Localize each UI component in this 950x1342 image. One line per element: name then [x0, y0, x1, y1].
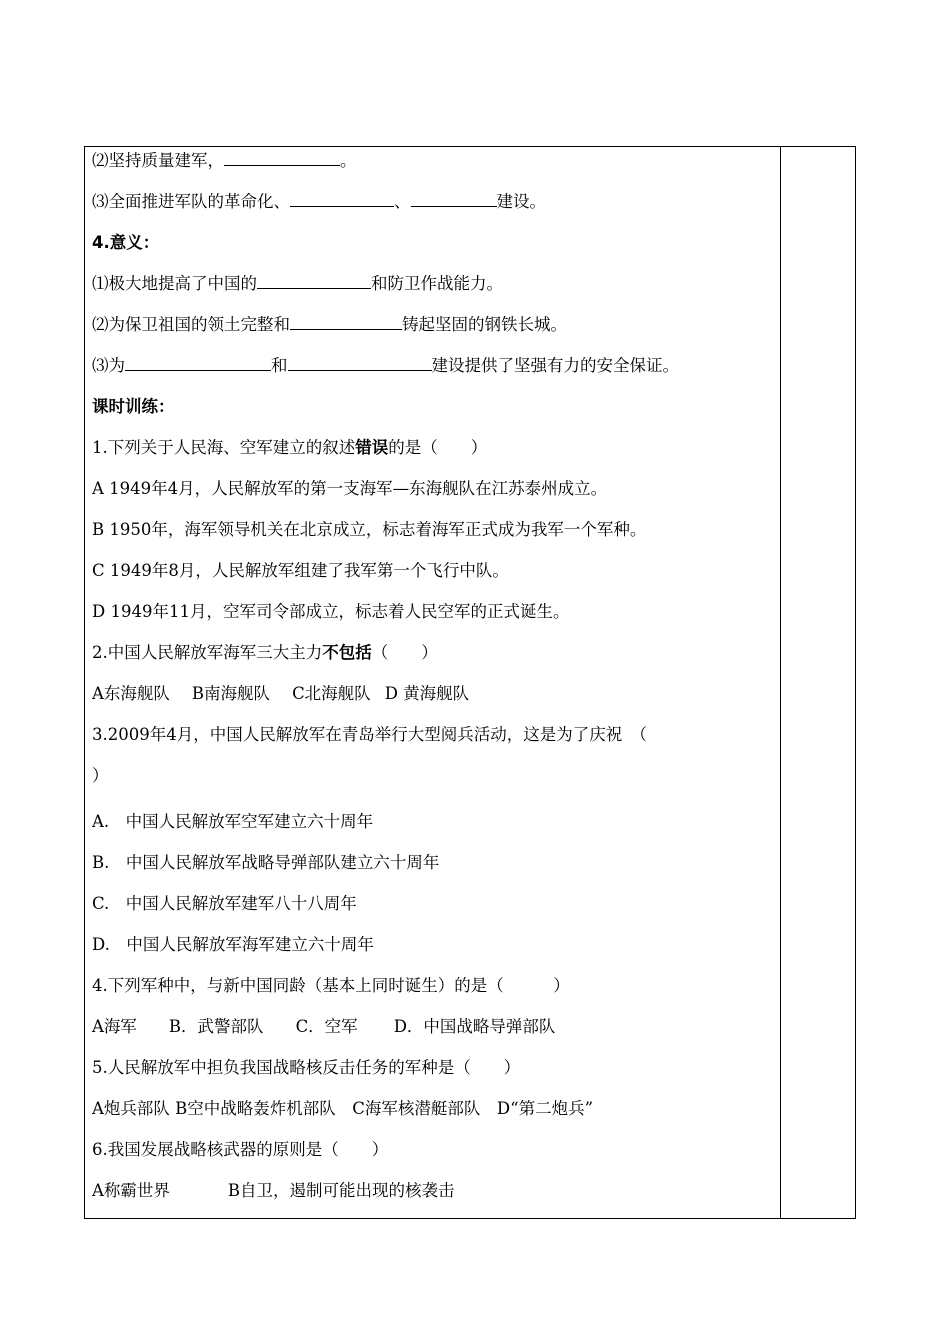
q5-options: A炮兵部队 B空中战略轰炸机部队 C海军核潜艇部队 D“第二炮兵” [92, 1099, 594, 1118]
text: （ ） [371, 643, 438, 662]
q4-option-b: B．武警部队 [168, 1017, 264, 1036]
section-heading-significance: 4.意义： [92, 233, 160, 252]
point-2-quality [92, 149, 357, 173]
text: ⑵为保卫祖国的领土完整和 [92, 315, 290, 334]
q1-option-b: B 1950年，海军领导机关在北京成立，标志着海军正式成为我军一个军种。 [92, 520, 647, 539]
text: 、 [394, 192, 411, 211]
q2-option-c: C北海舰队 [292, 684, 371, 703]
significance-2 [92, 313, 567, 337]
emphasis: 错误 [355, 438, 389, 457]
question-1 [92, 436, 487, 460]
text: 铸起坚固的钢铁长城。 [402, 315, 567, 334]
text: 的是（ ） [388, 438, 488, 457]
text: ⑴极大地提高了中国的 [92, 274, 257, 293]
significance-3 [92, 354, 679, 378]
fill-blank[interactable] [290, 313, 402, 330]
q4-options [92, 1015, 555, 1039]
text: 建设。 [496, 192, 546, 211]
text: 。 [340, 151, 357, 170]
q4-option-c: C．空军 [295, 1017, 358, 1036]
text: 建设提供了坚强有力的安全保证。 [431, 356, 679, 375]
column-divider [780, 146, 781, 1219]
q4-option-a: A海军 [92, 1017, 137, 1036]
q1-option-d: D 1949年11月，空军司令部成立，标志着人民空军的正式诞生。 [92, 602, 570, 621]
fill-blank[interactable] [125, 354, 271, 371]
significance-1 [92, 272, 503, 296]
question-6: 6.我国发展战略核武器的原则是（ ） [92, 1140, 389, 1159]
q2-option-d: D 黄海舰队 [384, 684, 470, 703]
emphasis: 不包括 [322, 643, 372, 662]
text: ⑵坚持质量建军， [92, 151, 224, 170]
text: 和 [271, 356, 288, 375]
q2-options [92, 682, 469, 706]
section-heading-exercises: 课时训练： [92, 397, 175, 416]
text: ⑶全面推进军队的革命化、 [92, 192, 290, 211]
q6-option-a: A称霸世界 [92, 1181, 170, 1200]
text: 和防卫作战能力。 [371, 274, 503, 293]
question-3-close: ） [92, 766, 109, 785]
q1-option-c: C 1949年8月，人民解放军组建了我军第一个飞行中队。 [92, 561, 509, 580]
fill-blank[interactable] [224, 149, 340, 166]
q4-option-d: D．中国战略导弹部队 [393, 1017, 556, 1036]
q3-option-c: C. 中国人民解放军建军八十八周年 [92, 894, 357, 913]
question-5: 5.人民解放军中担负我国战略核反击任务的军种是（ ） [92, 1058, 521, 1077]
text: 2.中国人民解放军海军三大主力 [92, 643, 323, 662]
q3-option-b: B. 中国人民解放军战略导弹部队建立六十周年 [92, 853, 440, 872]
question-3: 3.2009年4月，中国人民解放军在青岛举行大型阅兵活动，这是为了庆祝 （ [92, 725, 647, 744]
point-3-modernize [92, 190, 546, 214]
q1-option-a: A 1949年4月，人民解放军的第一支海军—东海舰队在江苏泰州成立。 [92, 479, 608, 498]
text: ⑶为 [92, 356, 125, 375]
q3-option-d: D. 中国人民解放军海军建立六十周年 [92, 935, 374, 954]
fill-blank[interactable] [411, 190, 497, 207]
q6-options [92, 1179, 455, 1203]
fill-blank[interactable] [288, 354, 432, 371]
text: 1.下列关于人民海、空军建立的叙述 [92, 438, 356, 457]
fill-blank[interactable] [257, 272, 371, 289]
q3-option-a: A. 中国人民解放军空军建立六十周年 [92, 812, 374, 831]
q6-option-b: B自卫，遏制可能出现的核袭击 [227, 1181, 455, 1200]
q2-option-a: A东海舰队 [92, 684, 170, 703]
question-2 [92, 641, 438, 665]
q2-option-b: B南海舰队 [191, 684, 271, 703]
question-4: 4.下列军种中，与新中国同龄（基本上同时诞生）的是（ ） [92, 976, 570, 995]
fill-blank[interactable] [290, 190, 394, 207]
